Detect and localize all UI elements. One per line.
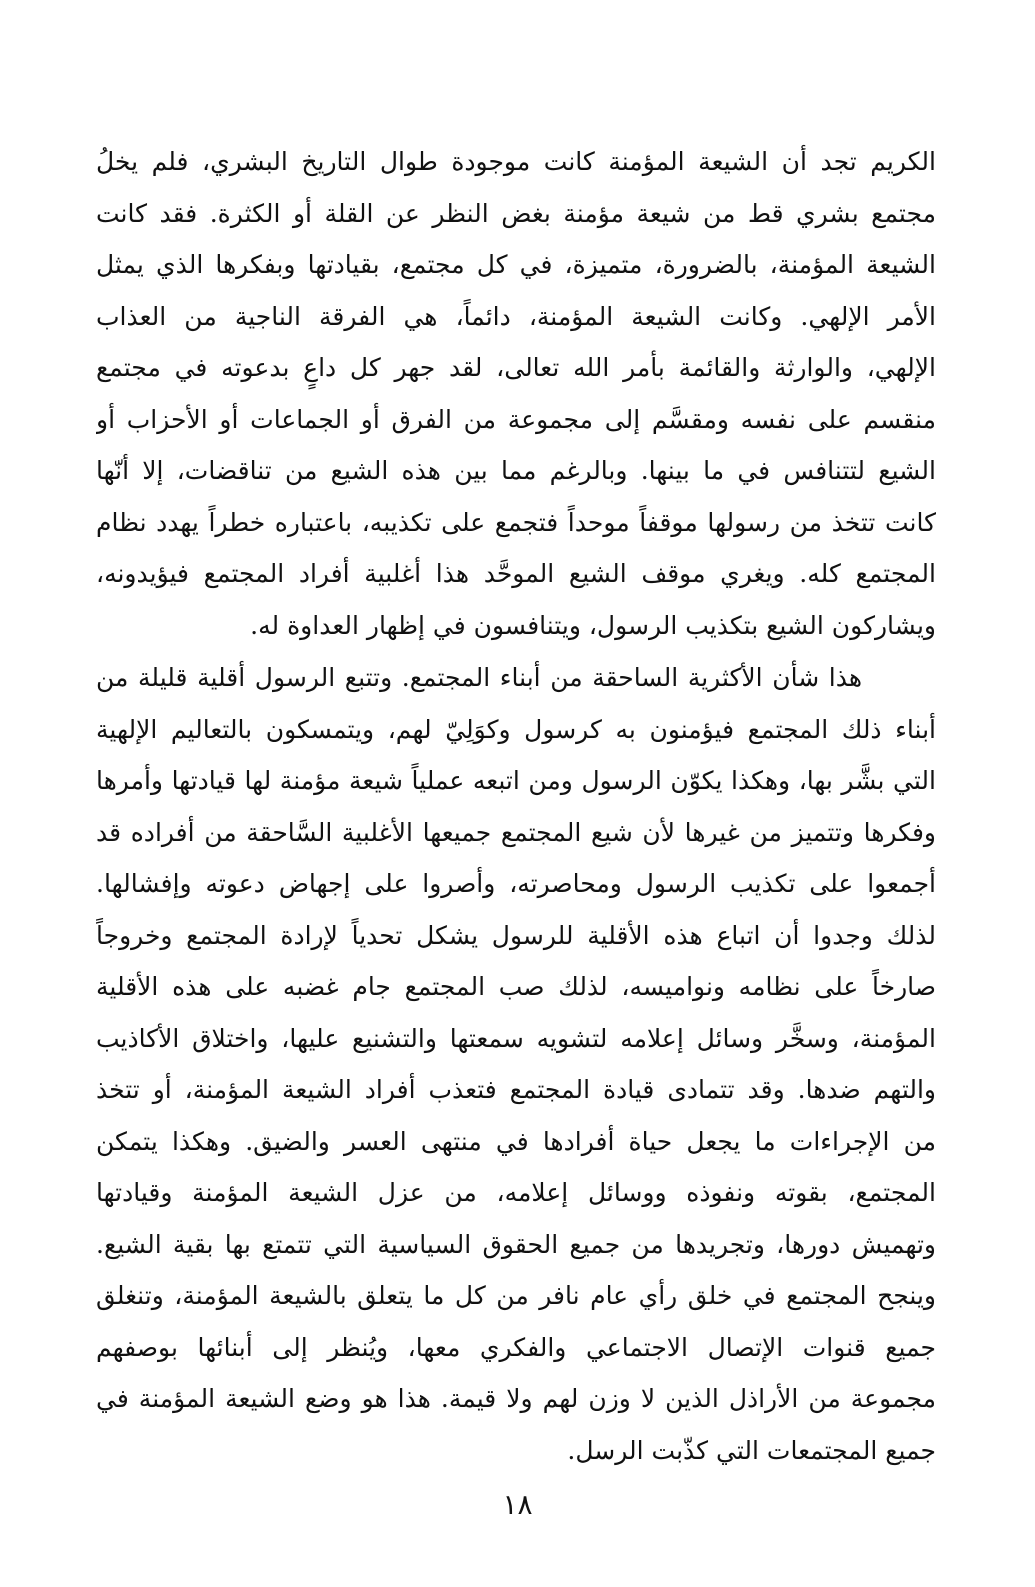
text-line: مجتمع بشري قط من شيعة مؤمنة بغض النظر عن القلة أو الكثرة. فقد كانت (96, 198, 936, 228)
text-line: من الإجراءات ما يجعل حياة أفرادها في منتهى العسر والضيق. وهكذا يتمكن (96, 1126, 936, 1156)
text-line: وينجح المجتمع في خلق رأي عام نافر من كل ما يتعلق بالشيعة المؤمنة، وتنغلق (96, 1281, 936, 1310)
text-line: مجموعة من الأراذل الذين لا وزن لهم ولا قيمة. هذا هو وضع الشيعة المؤمنة في (96, 1384, 936, 1413)
text-line: المجتمع، بقوته ونفوذه ووسائل إعلامه، من عزل الشيعة المؤمنة وقيادتها (96, 1178, 936, 1207)
text-line: الشيع لتتنافس في ما بينها. وبالرغم مما بين هذه الشيع من تناقضات، إلا أنّها (96, 456, 936, 485)
text-line: منقسم على نفسه ومقسَّم إلى مجموعة من الفرق أو الجماعات أو الأحزاب أو (96, 404, 936, 434)
paragraph-1 (96, 136, 936, 651)
text-line: أجمعوا على تكذيب الرسول ومحاصرته، وأصروا على إجهاض دعوته وإفشالها. (96, 869, 936, 898)
text-line: المجتمع كله. ويغري موقف الشيع الموحَّد هذا أغلبية أفراد المجتمع فيؤيدونه، (96, 559, 936, 588)
text-line: هذا شأن الأكثرية الساحقة من أبناء المجتمع. وتتبع الرسول أقلية قليلة من (96, 663, 862, 692)
text-line: المؤمنة، وسخَّر وسائل إعلامه لتشويه سمعتها والتشنيع عليها، واختلاق الأكاذيب (96, 1023, 936, 1053)
text-line: صارخاً على نظامه ونواميسه، لذلك صب المجتمع جام غضبه على هذه الأقلية (96, 972, 936, 1001)
text-line: وتهميش دورها، وتجريدها من جميع الحقوق السياسية التي تتمتع بها بقية الشيع. (96, 1229, 936, 1259)
text-line: الشيعة المؤمنة، بالضرورة، متميزة، في كل مجتمع، بقيادتها وبفكرها الذي يمثل (96, 250, 936, 279)
text-line: ويشاركون الشيع بتكذيب الرسول، ويتنافسون في إظهار العداوة له. (250, 610, 936, 640)
text-line: الأمر الإلهي. وكانت الشيعة المؤمنة، دائماً، هي الفرقة الناجية من العذاب (96, 301, 936, 331)
page-number: ١٨ (502, 1488, 533, 1521)
text-line: والتهم ضدها. وقد تتمادى قيادة المجتمع فتعذب أفراد الشيعة المؤمنة، أو تتخذ (96, 1075, 936, 1104)
text-line: جميع المجتمعات التي كذّبت الرسل. (567, 1435, 936, 1465)
text-line: وفكرها وتتميز من غيرها لأن شيع المجتمع جميعها الأغلبية السَّاحقة من أفراده قد (96, 817, 936, 847)
text-line: الإلهي، والوارثة والقائمة بأمر الله تعالى، لقد جهر كل داعٍ بدعوته في مجتمع (96, 353, 936, 382)
text-line: جميع قنوات الإتصال الاجتماعي والفكري معها، ويُنظر إلى أبنائها بوصفهم (96, 1332, 936, 1362)
text-line: لذلك وجدوا أن اتباع هذه الأقلية للرسول يشكل تحدياً لإرادة المجتمع وخروجاً (96, 920, 936, 950)
paragraph-2 (96, 652, 936, 1476)
text-line: كانت تتخذ من رسولها موقفاً موحداً فتجمع على تكذيبه، باعتباره خطراً يهدد نظام (96, 507, 936, 537)
text-line: الكريم تجد أن الشيعة المؤمنة كانت موجودة طوال التاريخ البشري، فلم يخلُ (96, 147, 936, 176)
text-line: التي بشَّر بها، وهكذا يكوّن الرسول ومن اتبعه عملياً شيعة مؤمنة لها قيادتها وأمرها (96, 766, 936, 795)
text-line: أبناء ذلك المجتمع فيؤمنون به كرسول وكوَلِيّ لهم، ويتمسكون بالتعاليم الإلهية (96, 714, 936, 744)
